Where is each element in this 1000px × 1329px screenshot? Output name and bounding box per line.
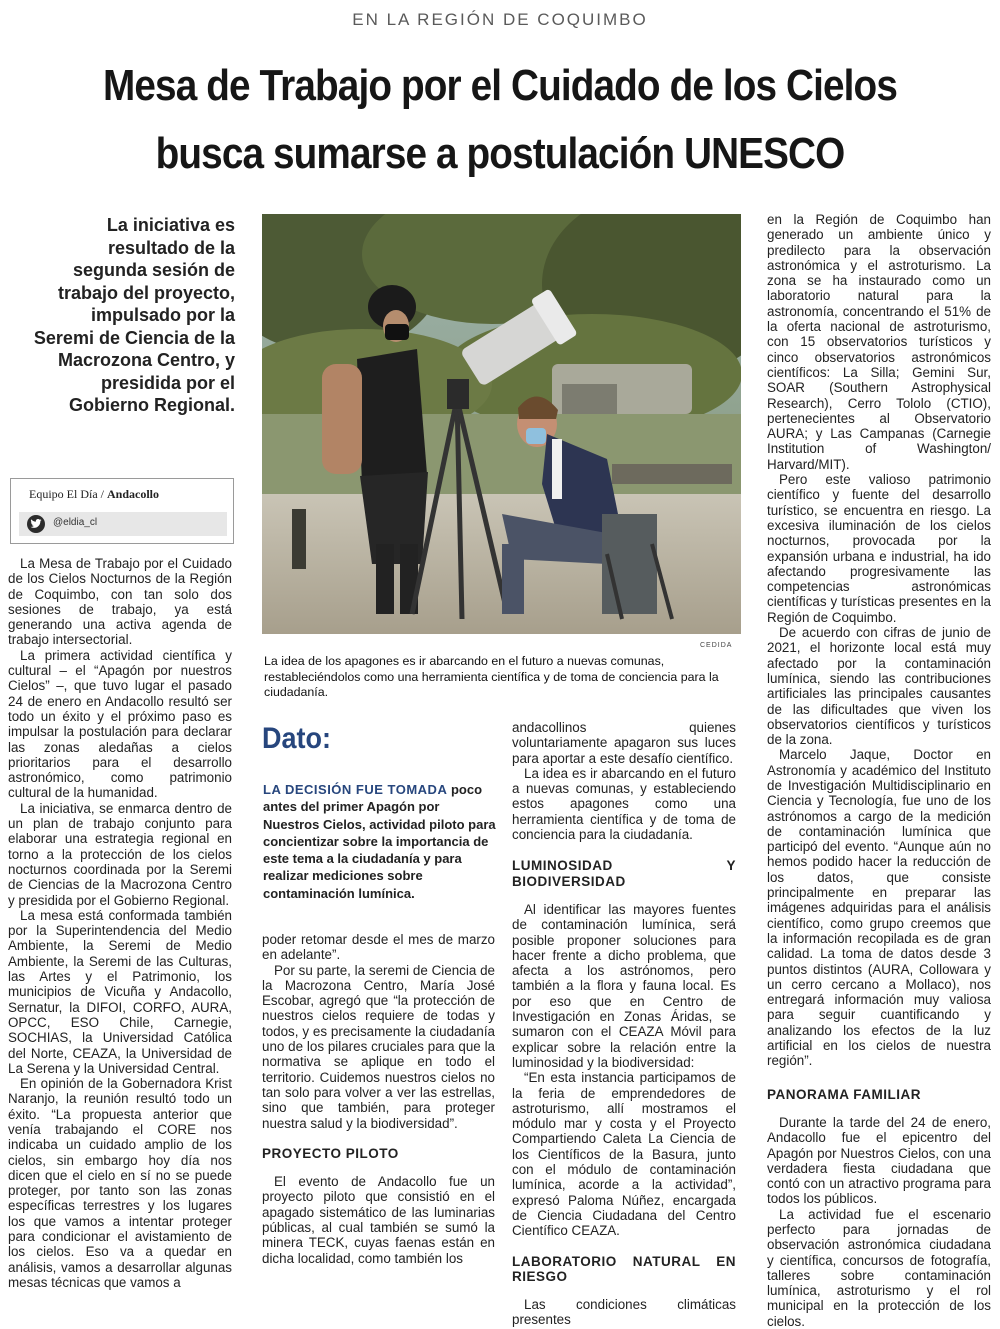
dato-text: poco antes del primer Apagón por Nuestros Cielos, actividad piloto para concientizar sobre la importancia de este tema a la ciudadanía y para realizar mediciones sobre contaminación lumínica.: [263, 782, 496, 901]
column-2: [262, 932, 495, 1266]
paragraph: En opinión de la Gobernadora Krist Naranjo, la reunión resultó todo un éxito. “La propuesta anterior que venía trabajando el CORE nos indicaba un cuidado amplio de los cielos, sin embargo hoy día nos dicen que el cielo en sí no se puede proteger, por tanto son las zonas específicas terrestres y los lugares los que vamos a intentar proteger para condicionar el avistamiento de los cielos. Eso va a quedar en análisis, vamos a desarrollar algunas mesas técnicas que vamos a: [8, 1076, 232, 1290]
paragraph: El evento de Andacollo fue un proyecto piloto que consistió en el apagado sistemático de las luminarias públicas, al cual también se sumó la minera TECK, cuyas faenas están en dicha localidad, como también los: [262, 1174, 495, 1266]
paragraph: en la Región de Coquimbo han generado un ambiente único y predilecto para la observación astronómica y el astroturismo. La zona se ha instaurado como un laboratorio natural para la astronomía, concentrando el 51% de la oferta nacional de astroturismo, con 15 observatorios turísticos y cinco observatorios astronómicos científicos: La Silla; Gemini Sur, SOAR (Southern Astrophysical Research), Cerro Tololo (CTIO), pertenecientes al Observatorio AURA; y Las Campanas (Carnegie Institution of Washington/ Harvard/MIT).: [767, 212, 991, 472]
paragraph: Por su parte, la seremi de Ciencia de la Macrozona Centro, María José Escobar, agregó que “la protección de nuestros cielos requiere de todas y todos, y es precisamente la ciudadanía uno de los pilares cruciales para que la normativa se aplique en todo el territorio. Cuidemos nuestros cielos no tan solo para volver a ver las estrellas, sino que también, para proteger nuestra salud y la biodiversidad”.: [262, 962, 495, 1131]
social-handle[interactable]: @eldia_cl: [53, 517, 98, 528]
subhead-luminosidad: LUMINOSIDAD Y BIODIVERSIDAD: [512, 858, 736, 889]
byline: [29, 487, 159, 502]
social-bar: [19, 512, 227, 536]
photo-caption: La idea de los apagones es ir abarcando en el futuro a nuevas comunas, restableciéndolos como una herramienta científica y de toma de conciencia para la ciudadanía.: [264, 654, 719, 699]
paragraph: Las condiciones climáticas presentes: [512, 1297, 736, 1328]
paragraph: La iniciativa, se enmarca dentro de un plan de trabajo conjunto para elaborar una estrategia regional en torno a la protección de los cielos nocturnos coordinada por la Seremi de Ciencias de la Macrozona Centro y presidida por el Gobierno Regional.: [8, 800, 232, 908]
dato-lead: LA DECISIÓN FUE TOMADA: [263, 782, 448, 797]
dato-body: [263, 781, 496, 902]
column-3: [512, 720, 736, 1328]
column-1: [8, 556, 232, 1290]
article-photo: [262, 214, 741, 634]
paragraph: andacollinos quienes voluntariamente apagaron sus luces para aportar a este desafío científico.: [512, 720, 736, 766]
section-label: EN LA REGIÓN DE COQUIMBO: [352, 10, 648, 29]
paragraph: La mesa está conformada también por la Superintendencia del Medio Ambiente, la Seremi de Medio Ambiente, la Seremi de las Culturas, las Artes y el Patrimonio, los municipios de Vicuña y Andacollo, Sernatur, la DIFOI, CORFO, AURA, OPCC, ESO Chile, Carnegie, SOCHIAS, la Universidad Católica del Norte, CEAZA, la Universidad de La Serena y la Universidad Central.: [8, 907, 232, 1076]
lead-paragraph: La iniciativa es resultado de la segunda sesión de trabajo del proyecto, impulsado por la Seremi de Ciencia de la Macrozona Centro, y presidida por el Gobierno Regional.: [33, 215, 235, 415]
byline-box: [10, 478, 234, 544]
paragraph: Marcelo Jaque, Doctor en Astronomía y académico del Instituto de Investigación Multidisciplinario en Ciencia y Tecnología, fue uno de los astrónomos a cargo de la medición de contaminación lumínica que participó del evento. “Aunque aún no hemos podido hacer la reducción de los datos, que consiste principalmente en preparar las imágenes adquiridas para el análisis científico, como grupo creemos que la información recopilada es de gran calidad. La toma de datos desde 3 puntos distintos (AURA, Collowara y un cerro cercano a Mollaco), nos entregará información muy valiosa para seguir cuantificando y analizando los efectos de la luz artificial en los cielos de nuestra región”.: [767, 747, 991, 1069]
byline-location: Andacollo: [107, 487, 160, 501]
paragraph: La primera actividad científica y cultural – el “Apagón por nuestros Cielos” –, que tuvo lugar el pasado 24 de enero en Andacollo resultó ser todo un éxito y el próximo paso es impulsar la postulación para declarar las zonas aledañas a cielos prioritarios para el desarrollo astronómico, como patrimonio cultural de la humanidad.: [8, 647, 232, 801]
paragraph: poder retomar desde el mes de marzo en adelante”.: [262, 932, 495, 963]
column-4: [767, 212, 991, 1329]
headline: Mesa de Trabajo por el Cuidado de los Cielos busca sumarse a postulación UNESCO: [103, 61, 897, 178]
telescope-scene-image: [262, 214, 741, 634]
dato-title: Dato:: [262, 722, 331, 755]
subhead-laboratorio: LABORATORIO NATURAL EN RIESGO: [512, 1253, 736, 1284]
subhead-proyecto-piloto: PROYECTO PILOTO: [262, 1145, 399, 1161]
paragraph: Durante la tarde del 24 de enero, Andacollo fue el epicentro del Apagón por Nuestros Cielos, con una verdadera fiesta ciudadana que contó con un atractivo programa para todos los públicos.: [767, 1114, 991, 1207]
twitter-icon[interactable]: [27, 515, 45, 533]
paragraph: La Mesa de Trabajo por el Cuidado de los Cielos Nocturnos de la Región de Coquimbo, con tan solo dos sesiones de trabajo, ya está generando una activa agenda de trabajo intersectorial.: [8, 556, 232, 648]
byline-separator: /: [100, 487, 104, 501]
photo-credit: CEDIDA: [700, 642, 733, 649]
paragraph: De acuerdo con cifras de junio de 2021, el horizonte local está muy afectado por la contaminación lumínica, siendo las contribuciones artificiales las principales causantes de las dificultades que viven los observatorios científicos y turísticos de la zona.: [767, 625, 991, 748]
paragraph: Al identificar las mayores fuentes de contaminación lumínica, será posible proponer soluciones para hacer frente a dicho problema, que afecta a los astrónomos, pero también a la flora y fauna local. Es por eso que en Centro de Investigación en Zonas Áridas, se sumaron con el CEAZA Móvil para explicar sobre la relación entre la luminosidad y la biodiversidad:: [512, 901, 736, 1070]
subhead-panorama: PANORAMA FAMILIAR: [767, 1086, 921, 1102]
byline-author: Equipo El Día: [29, 487, 98, 501]
paragraph: Pero este valioso patrimonio científico y fuente del desarrollo turístico, se encuentra en riesgo. La excesiva iluminación de los cielos nocturnos, provocada por la expansión urbana e industrial, ha ido afectando progresivamente las competencias astronómicas científicas y turísticas presentes en la Región de Coquimbo.: [767, 472, 991, 625]
paragraph: La actividad fue el escenario perfecto para jornadas de observación astronómica ciudadana y científica, concursos de fotografía, talleres sobre contaminación lumínica, astroturismo y el rol municipal en la protección de los cielos.: [767, 1206, 991, 1329]
paragraph: La idea es ir abarcando en el futuro a nuevas comunas, y estableciendo estos apagones como una herramienta científica y de toma de conciencia para la ciudadanía.: [512, 765, 736, 843]
paragraph: “En esta instancia participamos de la feria de emprendedores de astroturismo, allí mostramos el módulo mar y costa y el Proyecto Compartiendo Caleta La Ciencia de los Científicos de la Basura, junto con el módulo de contaminación lumínica, acorde a la actividad”, expresó Paloma Núñez, encargada de Ciencia Ciudadana del Centro Científico CEAZA.: [512, 1070, 736, 1239]
